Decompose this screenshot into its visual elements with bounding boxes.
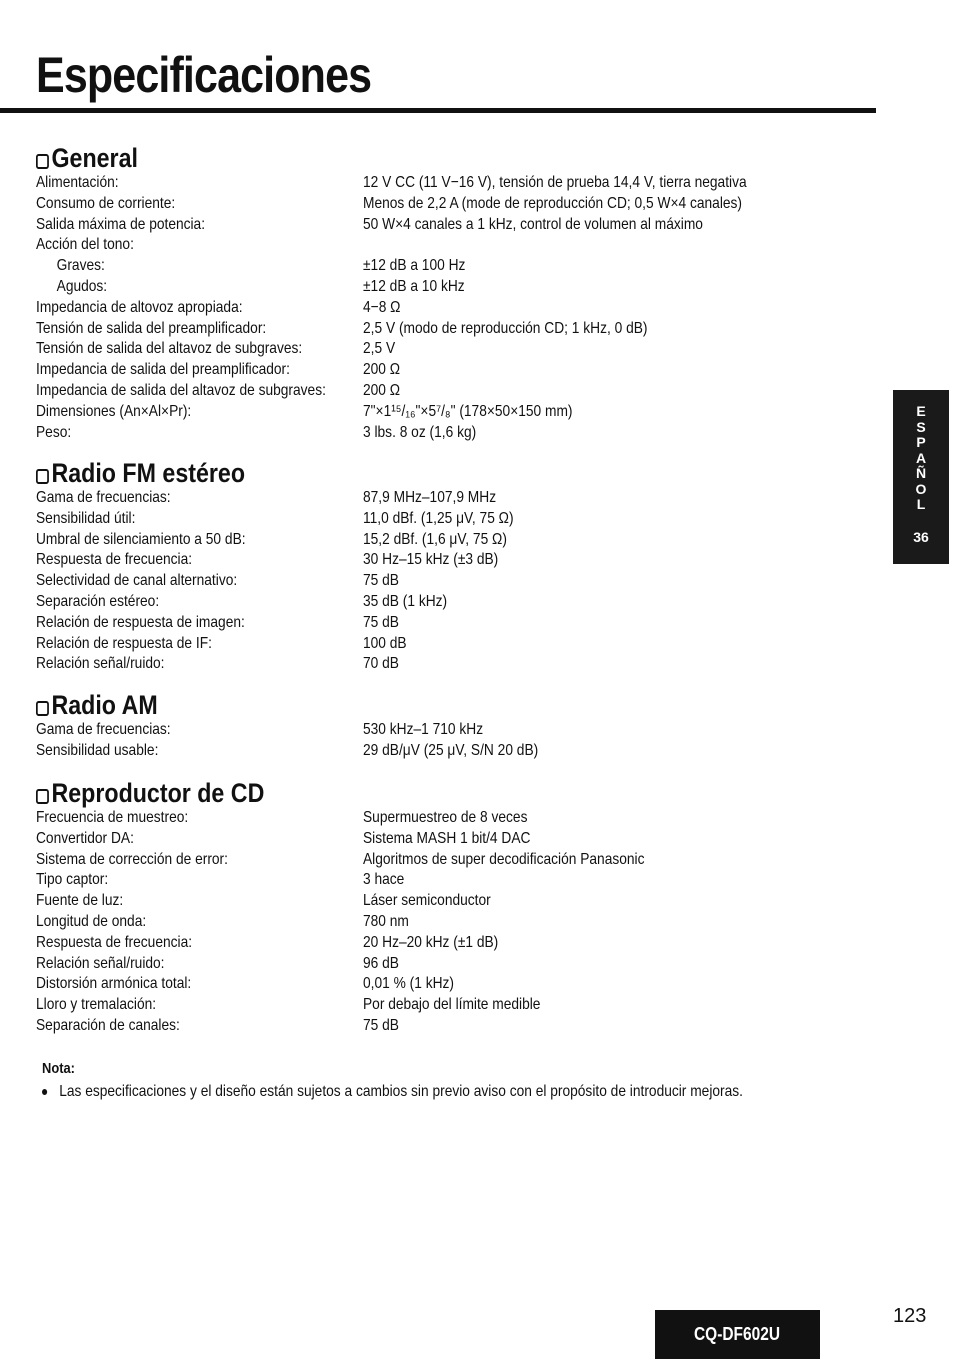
spec-value: 3 hace [363,871,405,889]
spec-row [36,808,856,829]
spec-value: 15,2 dBf. (1,6 μV, 75 Ω) [363,530,507,548]
spec-value: 7"×1¹⁵/₁₆"×5⁷/₈" (178×50×150 mm) [363,402,573,420]
spec-label: Impedancia de salida del altavoz de subgraves: [36,381,326,399]
spec-row [36,741,856,762]
note-item [42,1080,743,1104]
section-heading [36,690,741,720]
spec-row [36,402,856,423]
checkbox-square-icon [36,789,49,804]
spec-label: Relación señal/ruido: [36,954,165,972]
spec-value: ±12 dB a 10 kHz [363,277,465,295]
section-heading [36,778,741,808]
spec-value: 200 Ω [363,381,401,399]
spec-row [36,654,856,675]
spec-label: Dimensiones (An×Al×Pr): [36,402,192,420]
language-letter: E [916,403,926,419]
checkbox-square-icon [36,469,49,484]
spec-label: Peso: [36,423,72,441]
spec-label: Sistema de corrección de error: [36,850,228,868]
section-general [36,143,856,443]
spec-value: ±12 dB a 100 Hz [363,257,466,275]
page-title: Especificaciones [36,47,372,103]
spec-row [36,423,856,444]
spec-value: 75 dB [363,1016,399,1034]
spec-label: Convertidor DA: [36,829,134,847]
checkbox-square-icon [36,701,49,716]
spec-row [36,634,856,655]
spec-label: Fuente de luz: [36,892,124,910]
note-label: Nota: [42,1060,75,1077]
spec-label: Tensión de salida del preamplificador: [36,319,267,337]
spec-value: 780 nm [363,912,409,930]
spec-value: 0,01 % (1 kHz) [363,975,454,993]
language-letters [893,390,949,513]
spec-label: Longitud de onda: [36,912,147,930]
spec-value: 3 lbs. 8 oz (1,6 kg) [363,423,477,441]
spec-row [36,360,856,381]
language-tab [893,390,949,564]
spec-value: Sistema MASH 1 bit/4 DAC [363,829,531,847]
spec-label: Agudos: [56,277,108,295]
spec-label: Tensión de salida del altavoz de subgraves: [36,340,303,358]
spec-row [36,339,856,360]
spec-value: 4−8 Ω [363,298,401,316]
spec-row [36,509,856,530]
spec-value: 50 W×4 canales a 1 kHz, control de volumen al máximo [363,215,703,233]
spec-label: Separación de canales: [36,1016,180,1034]
spec-row [36,720,856,741]
spec-value: 96 dB [363,954,399,972]
spec-label: Gama de frecuencias: [36,721,171,738]
spec-label: Lloro y tremalación: [36,996,157,1014]
spec-row [36,829,856,850]
spec-label: Frecuencia de muestreo: [36,809,189,826]
spec-value: Menos de 2,2 A (mode de reproducción CD; 0,5 W×4 canales) [363,194,742,212]
spec-value: 75 dB [363,572,399,590]
spec-value: Algoritmos de super decodificación Panasonic [363,850,645,868]
language-letter: L [916,496,926,512]
note-text: Las especificaciones y el diseño están sujetos a cambios sin previo aviso con el propósito de introducir mejoras. [59,1083,743,1100]
spec-value: 2,5 V (modo de reproducción CD; 1 kHz, 0 dB) [363,319,648,337]
note [42,1060,857,1104]
spec-label: Graves: [56,257,105,275]
spec-label: Relación de respuesta de imagen: [36,613,245,631]
spec-label: Umbral de silenciamiento a 50 dB: [36,530,246,548]
spec-row [36,912,856,933]
model-label [655,1310,820,1359]
section-heading-text: Radio FM estéreo [51,457,246,488]
spec-value: 11,0 dBf. (1,25 μV, 75 Ω) [363,509,514,527]
spec-label: Sensibilidad usable: [36,741,159,759]
spec-value: 2,5 V [363,340,396,358]
spec-value: Láser semiconductor [363,892,491,910]
spec-row [36,319,856,340]
section-heading [36,458,741,488]
section-radio-am [36,690,856,762]
spec-row [36,571,856,592]
language-letter: O [915,480,927,497]
spec-value: 530 kHz–1 710 kHz [363,721,484,738]
language-letter: A [915,449,927,466]
spec-label: Relación señal/ruido: [36,655,165,673]
spec-value: Por debajo del límite medible [363,996,541,1014]
spec-value: 35 dB (1 kHz) [363,592,448,610]
section-cd-player [36,778,856,1037]
spec-label: Sensibilidad útil: [36,509,136,527]
section-heading-text: Radio AM [51,689,158,720]
section-page-number: 36 [913,528,929,545]
spec-value: 12 V CC (11 V−16 V), tensión de prueba 14,4 V, tierra negativa [363,174,747,191]
spec-row [36,974,856,995]
spec-value: 70 dB [363,655,399,673]
spec-row [36,954,856,975]
spec-value: 30 Hz–15 kHz (±3 dB) [363,551,499,569]
spec-label: Gama de frecuencias: [36,489,171,506]
spec-label: Alimentación: [36,174,119,191]
section-heading-text: General [51,142,138,173]
section-heading-text: Reproductor de CD [51,777,265,808]
spec-value: 87,9 MHz–107,9 MHz [363,489,497,506]
language-letter: P [916,434,926,450]
spec-row [36,215,856,236]
spec-label: Separación estéreo: [36,592,160,610]
spec-row [36,194,856,215]
spec-label: Relación de respuesta de IF: [36,634,212,652]
spec-row [36,613,856,634]
section-heading [36,143,741,173]
spec-row [36,891,856,912]
spec-row [36,592,856,613]
title-rule [0,108,876,113]
spec-row [36,870,856,891]
spec-value: 75 dB [363,613,399,631]
spec-row [36,530,856,551]
spec-row [36,550,856,571]
spec-label: Impedancia de salida del preamplificador: [36,361,290,379]
bullet-icon [42,1089,47,1095]
spec-row [36,235,856,256]
spec-label: Consumo de corriente: [36,194,176,212]
spec-row [36,173,856,194]
page-number: 123 [893,1305,927,1327]
spec-row [36,995,856,1016]
spec-value: 200 Ω [363,361,401,379]
spec-row [36,256,856,277]
spec-row [36,277,856,298]
spec-row [36,381,856,402]
language-letter: Ñ [915,465,927,481]
spec-label: Respuesta de frecuencia: [36,933,193,951]
spec-label: Distorsión armónica total: [36,975,192,993]
spec-value: 29 dB/μV (25 μV, S/N 20 dB) [363,741,539,759]
spec-row [36,298,856,319]
spec-label: Salida máxima de potencia: [36,215,206,233]
spec-label: Impedancia de altovoz apropiada: [36,298,243,316]
spec-value: 20 Hz–20 kHz (±1 dB) [363,933,499,951]
section-radio-fm [36,458,856,675]
spec-label: Acción del tono: [36,236,134,254]
spec-row [36,850,856,871]
spec-label: Tipo captor: [36,871,109,889]
spec-row [36,933,856,954]
spec-value: Supermuestreo de 8 veces [363,809,528,826]
language-letter: S [916,418,926,435]
checkbox-square-icon [36,154,49,169]
spec-row [36,488,856,509]
spec-label: Respuesta de frecuencia: [36,551,193,569]
spec-value: 100 dB [363,634,407,652]
model-text: CQ-DF602U [694,1324,781,1344]
spec-label: Selectividad de canal alternativo: [36,572,238,590]
spec-row [36,1016,856,1037]
